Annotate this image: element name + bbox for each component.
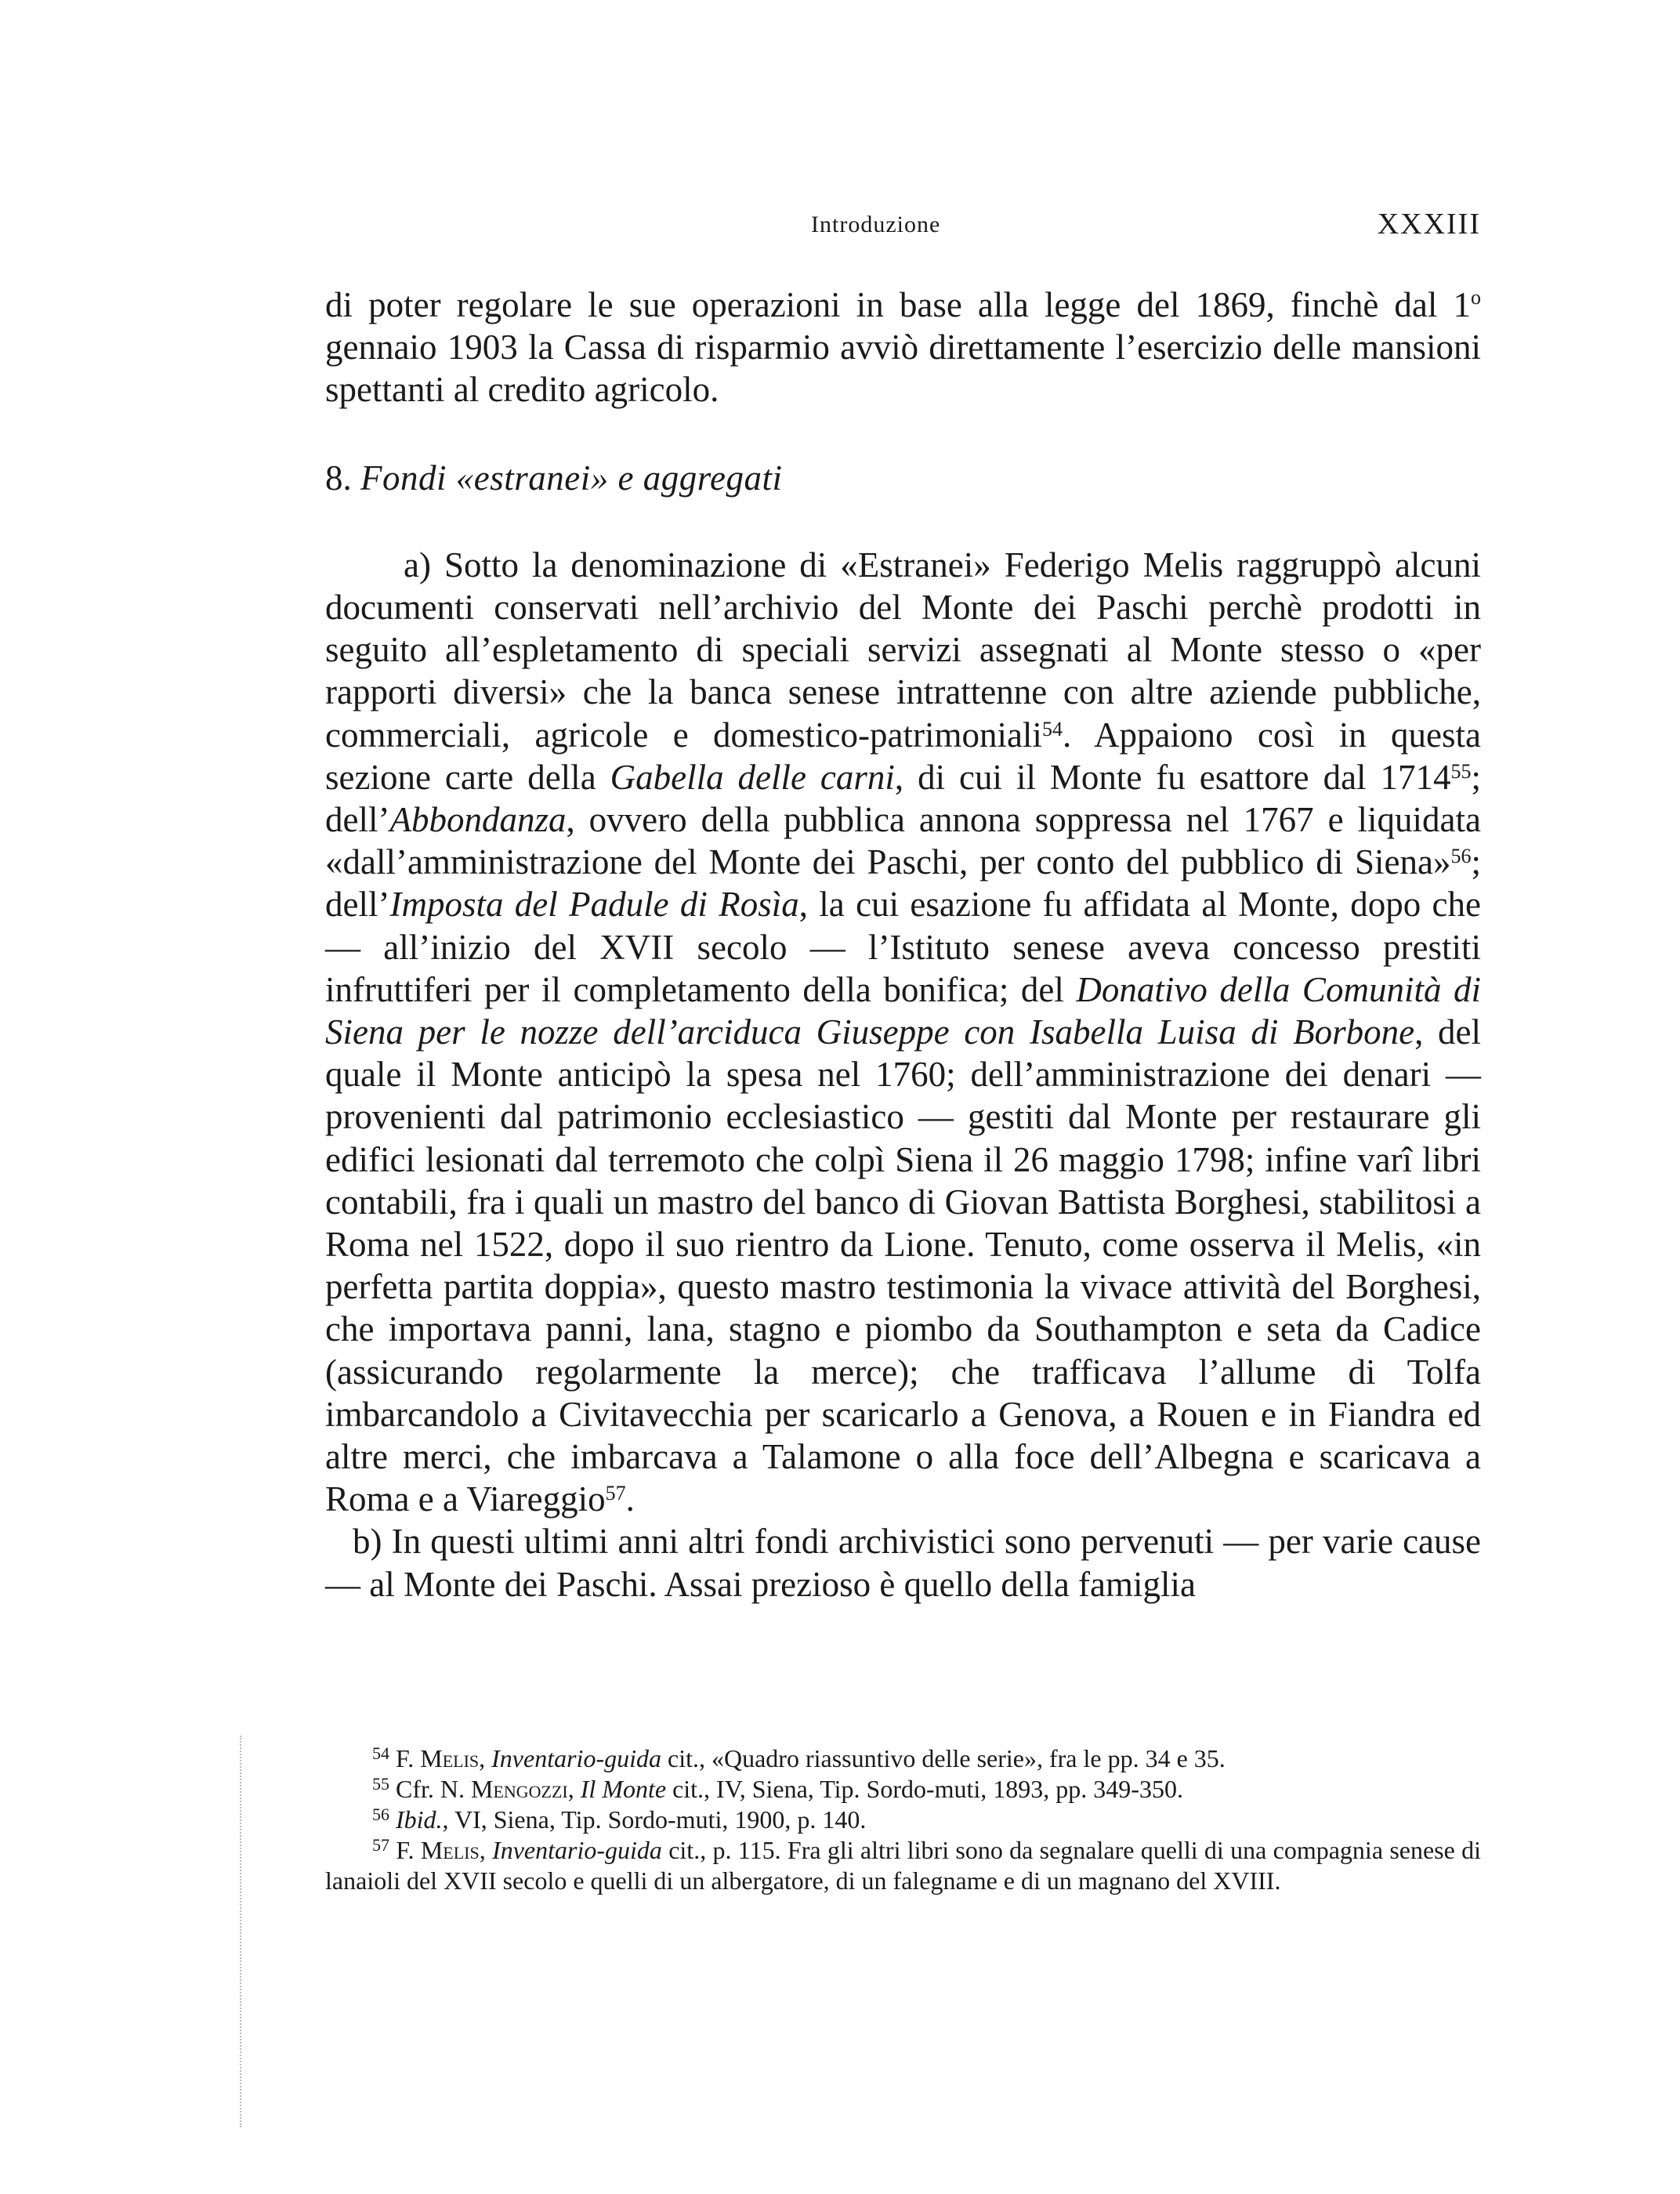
main-text bbox=[325, 284, 1481, 1606]
footnote-ref-55[interactable]: 55 bbox=[1450, 759, 1472, 783]
page-number: XXXIII bbox=[1377, 208, 1481, 241]
section-title: Fondi «estranei» e aggregati bbox=[360, 458, 783, 498]
section-heading bbox=[325, 457, 1481, 499]
footnote-ref-54[interactable]: 54 bbox=[1041, 717, 1063, 740]
footnote-55: $^{55}$ Cfr. N. Mengozzi, Il Monte cit., IV, Siena, Tip. Sordo-muti, 1893, pp. 349-350. bbox=[372, 1774, 1183, 1803]
paragraph-continuation: di poter regolare le sue operazioni in base alla legge del 1869, finchè dal 1$^o$ gennaio 1903 la Cassa di risparmio avviò direttamente l’esercizio delle mansioni spettanti al credito agricolo. bbox=[325, 285, 1481, 410]
section-number: 8. bbox=[325, 458, 360, 498]
footnote-56: $^{56}$ Ibid., VI, Siena, Tip. Sordo-muti, 1900, p. 140. bbox=[372, 1805, 867, 1834]
footnote-57: $^{57}$ F. Melis, Inventario-guida cit., p. 115. Fra gli altri libri sono da segnalare quelli di una compagnia senese di lanaioli del XVII secolo e quelli di un albergatore, di un falegname e di un magnano del XVIII. bbox=[325, 1835, 1482, 1895]
running-title: Introduzione bbox=[811, 212, 941, 237]
footnote-number: 57 bbox=[372, 1835, 389, 1855]
page-header bbox=[325, 208, 1481, 251]
ordinal-degree: o bbox=[1471, 286, 1481, 309]
footnote-54: $^{54}$ F. Melis, Inventario-guida cit., «Quadro riassuntivo delle serie», fra le pp. 34 e 35. bbox=[372, 1743, 1226, 1772]
footnote-ref-56[interactable]: 56 bbox=[1450, 845, 1472, 868]
footnote-number: 56 bbox=[372, 1805, 389, 1824]
footnotes bbox=[325, 1743, 1481, 1896]
margin-dotted-line bbox=[240, 1736, 243, 2127]
footnote-ref-57[interactable]: 57 bbox=[605, 1482, 626, 1505]
footnote-number: 54 bbox=[372, 1743, 389, 1763]
paragraph-b: b) In questi ultimi anni altri fondi archivistici sono pervenuti — per varie cause — al Monte dei Paschi. Assai prezioso è quello della famiglia bbox=[325, 1522, 1481, 1604]
paragraph-a: a) Sotto la denominazione di «Estranei» Federigo Melis raggruppò alcuni documenti conservati nell’archivio del Monte dei Paschi perchè prodotti in seguito all’espletamento di speciali servizi assegnati al Monte stesso o «per rapporti diversi» che la banca senese intrattenne con altre aziende pubbliche, commerciali, agricole e domestico-patrimoniali$^{54}$. Appaiono così in questa sezione carte della Gabella delle carni, di cui il Monte fu esattore dal 1714$^{55}$; dell’Abbondanza, ovvero della pubblica annona soppressa nel 1767 e liquidata «dall’amministrazione del Monte dei Paschi, per conto del pubblico di Siena»$^{56}$; dell’Imposta del Padule di Rosìa, la cui esazione fu affidata al Monte, dopo che — all’inizio del XVII secolo — l’Istituto senese aveva concesso prestiti infruttiferi per il completamento della bonifica; del Donativo della Comunità di Siena per le nozze dell’arciduca Giuseppe con Isabella Luisa di Borbone, del quale il Monte anticipò la spesa nel 1760; dell’amministrazione dei denari — provenienti dal patrimonio ecclesiastico — gestiti dal Monte per restaurare gli edifici lesionati dal terremoto che colpì Siena il 26 maggio 1798; infine varî libri contabili, fra i quali un mastro del banco di Giovan Battista Borghesi, stabilitosi a Roma nel 1522, dopo il suo rientro da Lione. Tenuto, come osserva il Melis, «in perfetta partita doppia», questo mastro testimonia la vivace attività del Borghesi, che importava panni, lana, stagno e piombo da Southampton e seta da Cadice (assicurando regolarmente la merce); che trafficava l’allume di Tolfa imbarcandolo a Civitavecchia per scaricarlo a Genova, a Rouen e in Fiandra ed altre merci, che imbarcava a Talamone o alla foce dell’Albegna e scaricava a Roma e a Viareggio$^{57}$. bbox=[325, 545, 1482, 1519]
footnote-number: 55 bbox=[372, 1774, 389, 1794]
